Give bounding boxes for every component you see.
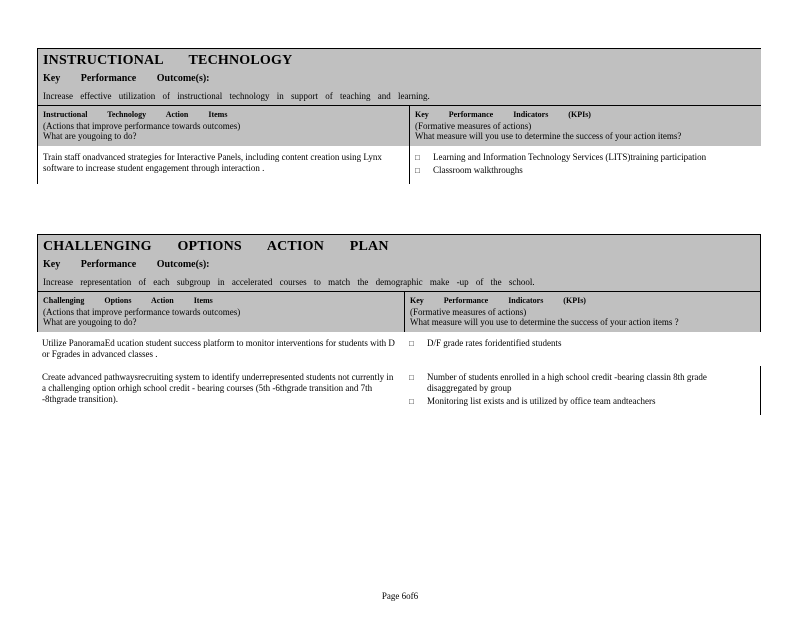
list-item: □ Monitoring list exists and is utilized by office team andteachers	[409, 395, 656, 406]
column-header-row	[37, 291, 761, 332]
checkbox-bullet-icon: □	[415, 152, 420, 162]
page-number: Page 6of6	[381, 591, 419, 601]
kpi-header: Key Performance Indicators (KPIs) (Formative measures of actions) What measure will you use to determine the success of your action items ?	[410, 296, 679, 327]
challenging-options-section	[37, 234, 761, 415]
checkbox-bullet-icon: □	[409, 372, 414, 382]
action-items-header: Challenging Options Action Items (Actions that improve performance towards outcomes) What are yougoing to do?	[38, 292, 405, 332]
action-items-header: Instructional Technology Action Items (Actions that improve performance towards outcomes) What are yougoing to do?	[38, 106, 410, 146]
instructional-technology-section	[37, 48, 761, 184]
section-title: INSTRUCTIONAL TECHNOLOGY	[43, 53, 293, 68]
list-item: □ Classroom walkthroughs	[415, 164, 523, 175]
kpi-header: Key Performance Indicators (KPIs) (Formative measures of actions) What measure will you use to determine the success of your action items?	[415, 110, 682, 141]
action-item: Utilize PanoramaEd ucation student success platform to monitor interventions for students with D or Fgrades in advanced classes .	[42, 337, 395, 359]
column-header-row	[37, 105, 761, 146]
section-banner	[37, 48, 761, 105]
action-item: Create advanced pathwaysrecruiting system to identify underrepresented students not currently in a challenging option orhigh school credit - bearing courses (5th -6thgrade transition and 7th -8thgrade transition).	[42, 371, 394, 404]
action-item: Train staff onadvanced strategies for Interactive Panels, including content creation using Lynx software to increase student engagement through interaction .	[38, 146, 410, 184]
section-banner	[37, 234, 761, 291]
checkbox-bullet-icon: □	[409, 338, 414, 348]
kpo-label: Key Performance Outcome(s):	[43, 73, 210, 84]
list-item: □ D/F grade rates foridentified students	[409, 337, 562, 348]
kpo-label: Key Performance Outcome(s):	[43, 259, 210, 270]
kpo-text: Increase representation of each subgroup in accelerated courses to match the demographic make -up of the school.	[43, 277, 535, 287]
table-row	[37, 146, 761, 184]
kpo-text: Increase effective utilization of instructional technology in support of teaching and learning.	[43, 91, 430, 101]
checkbox-bullet-icon: □	[409, 396, 414, 406]
checkbox-bullet-icon: □	[415, 165, 420, 175]
section-title: CHALLENGING OPTIONS ACTION PLAN	[43, 239, 389, 254]
list-item: □ Learning and Information Technology Services (LITS)training participation	[415, 151, 707, 162]
kpi-list	[404, 366, 761, 415]
kpi-list	[404, 332, 761, 366]
table-row	[37, 332, 761, 366]
table-row	[37, 366, 761, 415]
list-item: □ Number of students enrolled in a high school credit -bearing classin 8th grade disaggregated by group	[409, 371, 707, 393]
kpi-list	[410, 146, 761, 184]
